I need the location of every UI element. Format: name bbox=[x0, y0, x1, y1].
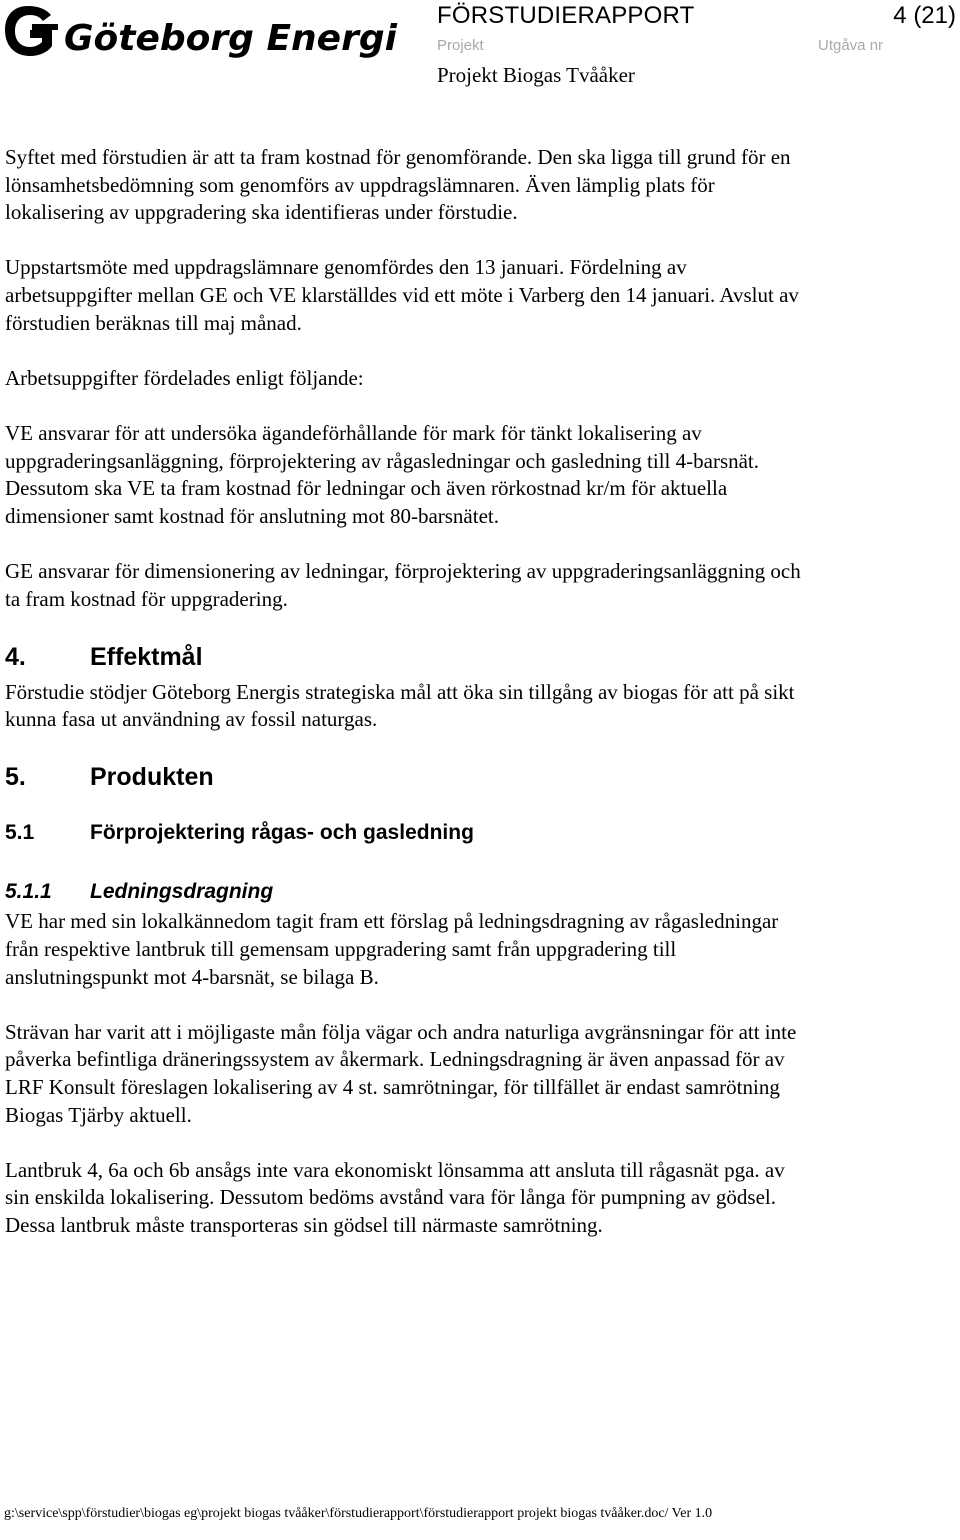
heading-number: 4. bbox=[5, 642, 26, 671]
paragraph-purpose: Syftet med förstudien är att ta fram kostnad för genomförande. Den ska ligga till grund för en lönsamhetsbedömning som genomförs av uppdragslämnaren. Även lämplig plats för lokalisering av uppgradering ska identifieras under förstudie. bbox=[5, 145, 791, 225]
heading-section-5-1 bbox=[5, 819, 805, 847]
heading-text: Effektmål bbox=[90, 642, 203, 671]
project-label: Projekt bbox=[437, 37, 484, 54]
heading-section-4 bbox=[5, 641, 805, 671]
paragraph-routing-principles: Strävan har varit att i möjligaste mån följa vägar och andra naturliga avgränsningar för att inte påverka befintliga dräneringssystem av åkermark. Ledningsdragning är även anpassad för av LRF Konsult föreslagen lokalisering av 4 st. samrötningar, för tillfället är endast samrötning Biogas Tjärby aktuell. bbox=[5, 1019, 797, 1127]
heading-text: Ledningsdragning bbox=[90, 880, 274, 904]
paragraph-kickoff: Uppstartsmöte med uppdragslämnare genomfördes den 13 januari. Fördelning av arbetsuppgifter mellan GE och VE klarställdes vid ett möte i Varberg den 14 januari. Avslut av förstudien beräknas till maj månad. bbox=[5, 255, 799, 335]
paragraph-task-intro: Arbetsuppgifter fördelades enligt följande: bbox=[5, 365, 364, 390]
paragraph-excluded-farms: Lantbruk 4, 6a och 6b ansågs inte vara ekonomiskt lönsamma att ansluta till rågasnät pga. av sin enskilda lokalisering. Dessutom bedöms avstånd vara för långa för pumpning av gödsel. Dessa lantbruk måste transporteras sin gödsel till närmaste samrötning. bbox=[5, 1157, 785, 1237]
project-name: Projekt Biogas Tvååker bbox=[437, 63, 635, 87]
edition-label: Utgåva nr bbox=[818, 37, 884, 54]
paragraph-ve-tasks: VE ansvarar för att undersöka ägandeförhållande för mark för tänkt lokalisering av uppgraderingsanläggning, förprojektering av rågasledningar och gasledning till 4-barsnät. Dessutom ska VE ta fram kostnad för ledningar och även rörkostnad kr/m för aktuella dimensioner samt kostnad för anslutning mot 80-barsnätet. bbox=[5, 420, 760, 528]
heading-section-5 bbox=[5, 761, 805, 791]
report-title: FÖRSTUDIERAPPORT bbox=[437, 2, 695, 29]
heading-number: 5.1.1 bbox=[5, 880, 52, 904]
heading-section-5-1-1 bbox=[5, 878, 805, 906]
logo-wordmark: Göteborg Energi bbox=[64, 18, 397, 59]
paragraph-effect-goal: Förstudie stödjer Göteborg Energis strategiska mål att öka sin tillgång av biogas för att på sikt kunna fasa ut användning av fossil naturgas. bbox=[5, 679, 795, 732]
heading-number: 5. bbox=[5, 763, 26, 792]
heading-text: Produkten bbox=[90, 763, 214, 792]
footer-file-path: g:\service\spp\förstudier\biogas eg\projekt biogas tvååker\förstudierapport\förstudierapport projekt biogas tvååker.doc/ Ver 1.0 bbox=[4, 1506, 713, 1521]
logo-mark-icon bbox=[5, 6, 58, 56]
paragraph-ge-tasks: GE ansvarar för dimensionering av ledningar, förprojektering av uppgraderingsanläggning och ta fram kostnad för uppgradering. bbox=[5, 558, 801, 611]
heading-text: Förprojektering rågas- och gasledning bbox=[90, 821, 474, 845]
document-body bbox=[5, 144, 805, 1240]
page-number: 4 (21) bbox=[893, 2, 956, 29]
heading-number: 5.1 bbox=[5, 821, 35, 845]
paragraph-routing-proposal: VE har med sin lokalkännedom tagit fram ett förslag på ledningsdragning av rågasledningar från respektive lantbruk till gemensam uppgradering samt från uppgradering till anslutningspunkt mot 4-barsnät, se bilaga B. bbox=[5, 909, 779, 989]
goteborg-energi-logo bbox=[2, 2, 397, 60]
